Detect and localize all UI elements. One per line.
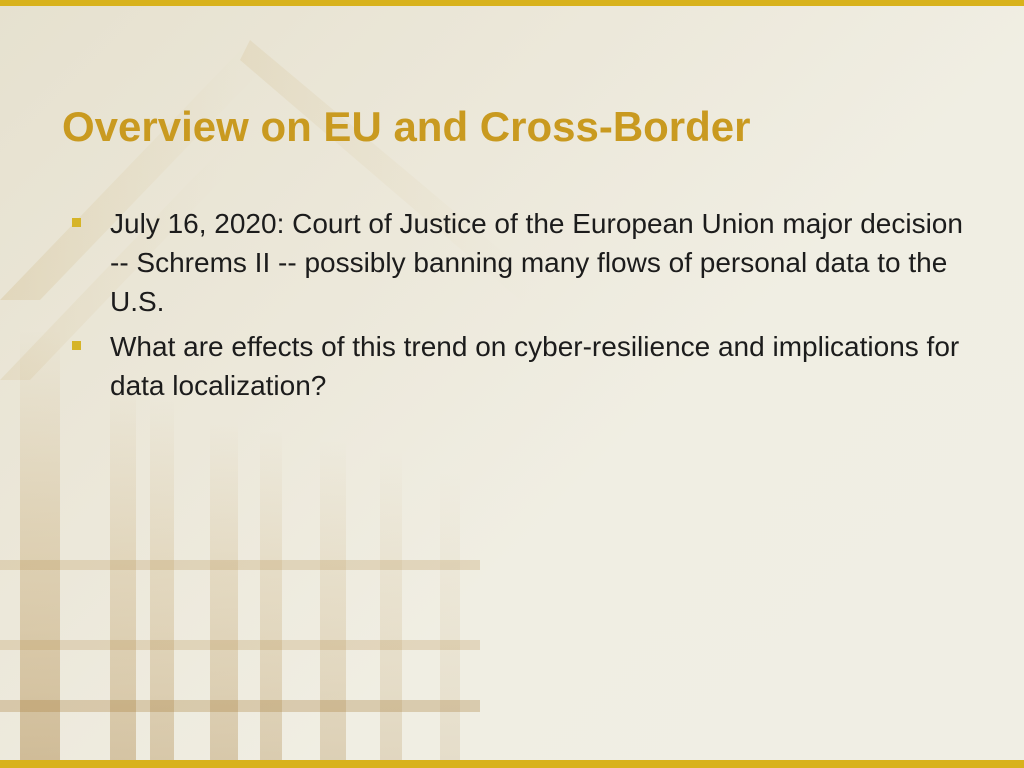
bullet-text: July 16, 2020: Court of Justice of the European Union major decision -- Schrems II -- possibly banning many flows of personal data to the U.S. <box>110 208 963 317</box>
slide-title: Overview on EU and Cross-Border <box>62 103 751 150</box>
bullet-list <box>70 204 970 411</box>
bottom-accent-rule <box>0 760 1024 768</box>
bullet-item <box>70 204 970 321</box>
square-bullet-icon <box>72 341 81 350</box>
bullet-item <box>70 327 970 405</box>
bullet-text: What are effects of this trend on cyber-resilience and implications for data localization? <box>110 331 960 401</box>
square-bullet-icon <box>72 218 81 227</box>
